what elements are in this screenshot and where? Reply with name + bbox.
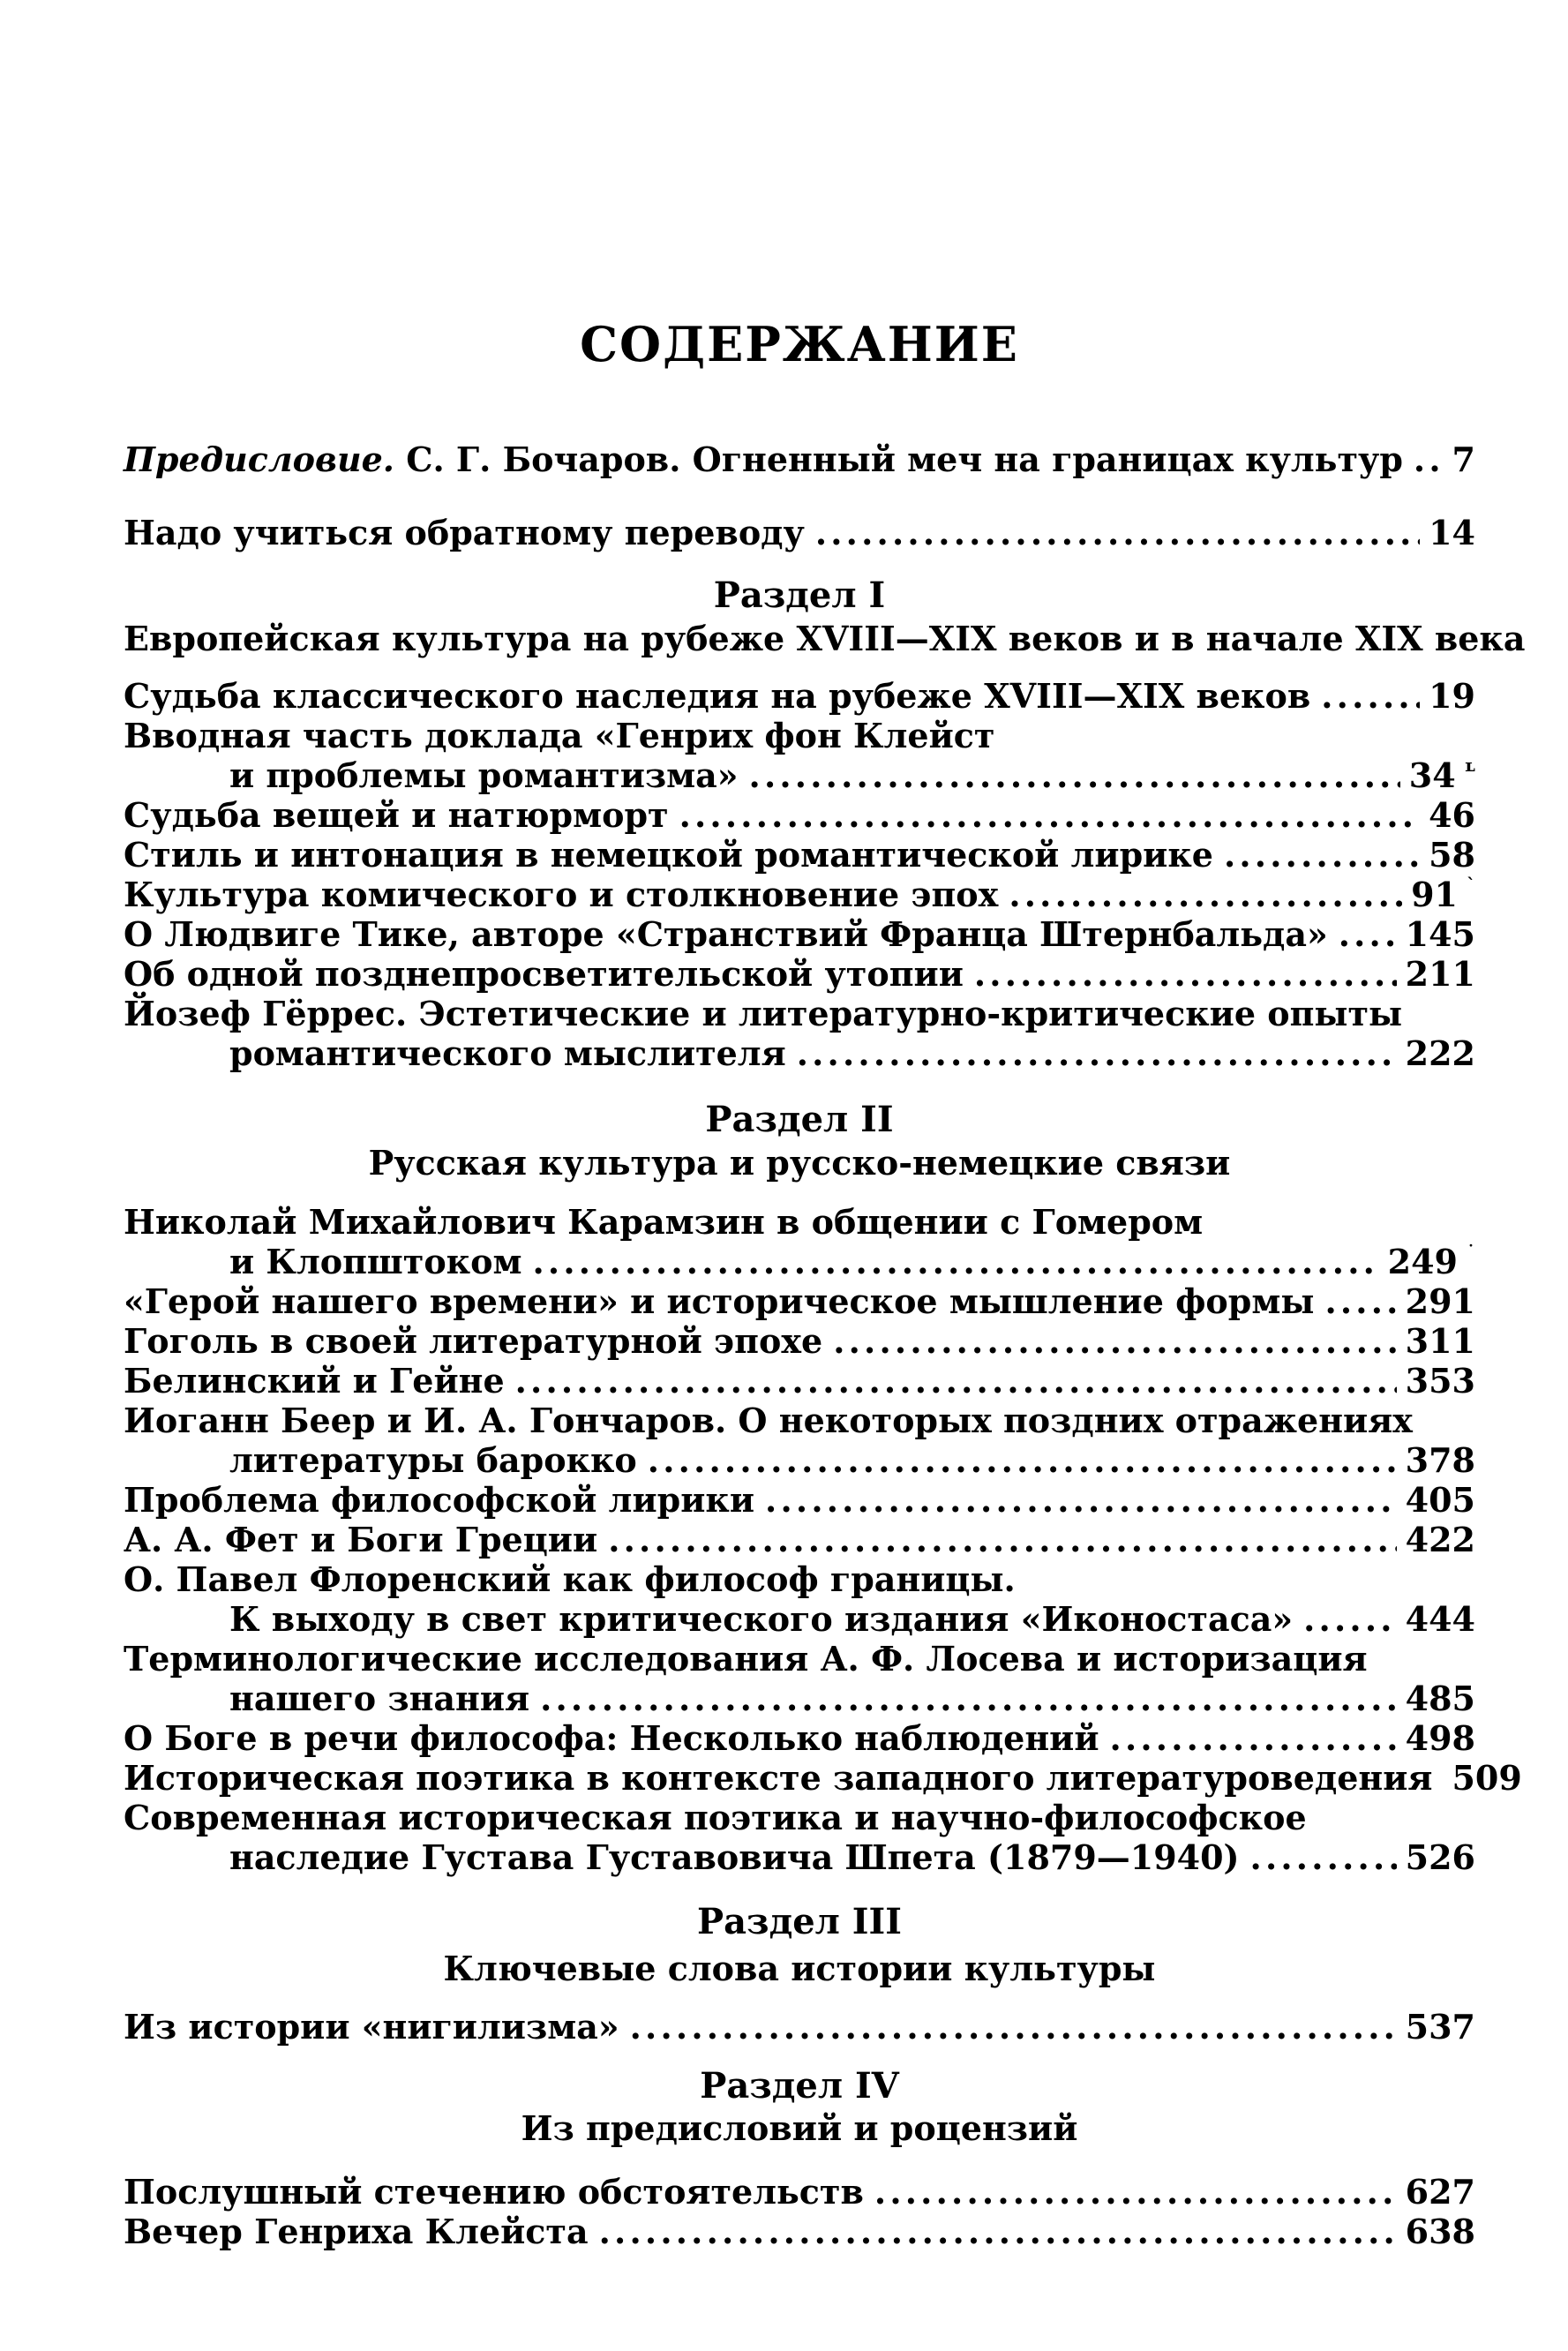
page-number: 58 <box>1429 835 1475 875</box>
toc-entry-text <box>124 994 1402 1033</box>
toc-entry <box>124 1361 1475 1401</box>
toc-entry-line <box>124 914 1475 954</box>
dot-leader <box>608 1520 1396 1559</box>
front-matter <box>124 439 1475 552</box>
toc-entry <box>124 676 1475 716</box>
toc-entry-line <box>124 755 1475 795</box>
toc-entry-continuation <box>124 1401 1475 1440</box>
toc-entry-title: литературы барокко <box>229 1440 637 1480</box>
toc-entry <box>124 2007 1475 2047</box>
toc-entry-text <box>124 1281 1314 1321</box>
toc-entry-line <box>124 1758 1522 1798</box>
toc-entry <box>124 1401 1475 1480</box>
page-number: 249 <box>1387 1242 1458 1281</box>
toc-entry-line <box>124 835 1475 875</box>
toc-entry-title: Историческая поэтика в контексте западного литературоведения <box>124 1758 1433 1798</box>
toc-entry <box>124 2172 1475 2212</box>
scan-artifact-mark: ˋ <box>1467 874 1475 895</box>
dot-leader <box>1339 914 1397 954</box>
toc-entry-line <box>124 2007 1475 2047</box>
section-heading: Раздел III <box>697 1901 902 1942</box>
toc-entry-text <box>229 1679 529 1718</box>
toc-entry-text <box>124 835 1213 875</box>
page-number: 444 <box>1405 1599 1475 1639</box>
dot-leader <box>540 1679 1397 1718</box>
toc-entry-title: С. Г. Бочаров. Огненный меч на границах культур <box>394 439 1403 479</box>
toc-entry <box>124 835 1475 875</box>
toc-entry-title: Судьба классического наследия на рубеже XVIII—XIX веков <box>124 676 1311 716</box>
toc-entry-continuation <box>124 716 1475 755</box>
toc-entry-title: Об одной позднепросветительской утопии <box>124 954 964 994</box>
toc-entry-title: Николай Михайлович Карамзин в общении с Гомером <box>124 1202 1204 1242</box>
toc-entry-line <box>124 795 1475 835</box>
page-number: 211 <box>1405 954 1475 994</box>
page-number: 509 <box>1452 1758 1522 1798</box>
toc-entry-text <box>124 954 964 994</box>
toc-entry-text <box>124 1321 822 1361</box>
page-number: 34 <box>1408 755 1456 795</box>
toc-entry-title: Из истории «нигилизма» <box>124 2007 619 2047</box>
toc-entry-title: К выходу в свет критического издания «Иконостаса» <box>229 1599 1294 1639</box>
toc-section <box>124 575 1526 1073</box>
toc-content <box>124 0 1526 2251</box>
toc-entry-line <box>124 1321 1475 1361</box>
toc-entry-italic-prefix: Предисловие. <box>124 439 394 479</box>
toc-entry-title: Послушный стечению обстоятельств <box>124 2172 864 2212</box>
toc-entry-title: Стиль и интонация в немецкой романтической лирике <box>124 835 1213 875</box>
toc-entry-line <box>124 1242 1475 1281</box>
dot-leader <box>833 1321 1396 1361</box>
dot-leader <box>648 1440 1397 1480</box>
dot-leader <box>1224 835 1420 875</box>
toc-entry-title: О. Павел Флоренский как философ границы. <box>124 1559 1016 1599</box>
toc-entry-title: «Герой нашего времени» и историческое мышление формы <box>124 1281 1315 1321</box>
section-entries <box>124 1202 1522 1877</box>
toc-entry-title: Вечер Генриха Клейста <box>124 2212 589 2251</box>
toc-entry-line <box>124 1480 1475 1520</box>
dot-leader <box>630 2007 1397 2047</box>
toc-entry <box>124 1321 1475 1361</box>
toc-entry-text <box>124 1361 505 1401</box>
page-number: 485 <box>1405 1679 1475 1718</box>
toc-section <box>124 1099 1522 1877</box>
toc-entry-text <box>124 716 994 755</box>
toc-entry-line <box>124 513 1475 552</box>
section-entries <box>124 2007 1475 2047</box>
page-number: 7 <box>1452 439 1475 479</box>
section-entries <box>124 2172 1475 2251</box>
page-number: 91 <box>1411 875 1458 914</box>
toc-entry <box>124 513 1475 552</box>
section-subtitle: Из предисловий и роцензий <box>521 2108 1078 2148</box>
scan-artifact-mark: ʟ <box>1464 755 1475 776</box>
toc-entry-line <box>124 439 1475 479</box>
page-number: 405 <box>1405 1480 1475 1520</box>
dot-leader <box>749 755 1400 795</box>
toc-entry-continuation <box>124 994 1475 1033</box>
section-subtitle: Ключевые слова истории культуры <box>443 1949 1156 1988</box>
dot-leader <box>1321 676 1420 716</box>
toc-entry <box>124 1639 1475 1718</box>
toc-entry-title: Терминологические исследования А. Ф. Лосева и историзация <box>124 1639 1368 1679</box>
toc-entry-continuation <box>124 1559 1475 1599</box>
toc-entry-title: Иоганн Беер и И. А. Гончаров. О некоторых поздних отражениях <box>124 1401 1413 1440</box>
page-number: 291 <box>1405 1281 1475 1321</box>
dot-leader <box>1303 1599 1397 1639</box>
dot-leader <box>599 2212 1397 2251</box>
toc-entry <box>124 1520 1475 1559</box>
page-number: 627 <box>1405 2172 1475 2212</box>
toc-entry-text <box>124 1758 1432 1798</box>
toc-entry-text <box>229 1837 1240 1877</box>
toc-entry <box>124 1758 1522 1798</box>
toc-entry-continuation <box>124 1202 1475 1242</box>
dot-leader <box>1324 1281 1396 1321</box>
toc-entry-text <box>124 439 1403 479</box>
toc-entry-text <box>229 1599 1293 1639</box>
dot-leader <box>797 1033 1397 1073</box>
toc-entry-line <box>124 875 1475 914</box>
page-number: 46 <box>1429 795 1475 835</box>
toc-entry <box>124 795 1475 835</box>
toc-entry <box>124 1798 1475 1877</box>
toc-entry-line <box>124 1281 1475 1321</box>
dot-leader <box>874 2172 1397 2212</box>
toc-entry-text <box>124 1520 597 1559</box>
dot-leader <box>679 795 1421 835</box>
page-number: 537 <box>1405 2007 1475 2047</box>
dot-leader <box>815 513 1420 552</box>
toc-entry-title: О Боге в речи философа: Несколько наблюдений <box>124 1718 1099 1758</box>
section-heading: Раздел I <box>713 575 886 616</box>
toc-entry-continuation <box>124 1639 1475 1679</box>
toc-entry <box>124 1559 1475 1639</box>
scan-artifact-mark: ˙ <box>1467 1241 1475 1262</box>
toc-entry-line <box>124 1599 1475 1639</box>
toc-entry-text <box>124 2172 864 2212</box>
toc-entry <box>124 1281 1475 1321</box>
toc-entry-text <box>124 875 998 914</box>
toc-entry-title: Культура комического и столкновение эпох <box>124 875 999 914</box>
toc-entry-text <box>229 1440 637 1480</box>
toc-entry <box>124 439 1475 479</box>
toc-entry-title: Гоголь в своей литературной эпохе <box>124 1321 823 1361</box>
toc-section <box>124 2066 1475 2251</box>
page-number: 526 <box>1405 1837 1475 1877</box>
toc-entry-title: наследие Густава Густавовича Шпета (1879—1940) <box>229 1837 1240 1877</box>
section-heading: Раздел II <box>705 1099 894 1140</box>
toc-entry-text <box>124 676 1310 716</box>
toc-entry-title: Белинский и Гейне <box>124 1361 505 1401</box>
toc-entry-title: романтического мыслителя <box>229 1033 786 1073</box>
dot-leader <box>1250 1837 1397 1877</box>
toc-entry-text <box>124 1798 1307 1837</box>
toc-entry <box>124 1480 1475 1520</box>
toc-entry-line <box>124 1033 1475 1073</box>
toc-entry-line <box>124 1679 1475 1718</box>
toc-entry <box>124 954 1475 994</box>
toc-entry-text <box>124 1718 1099 1758</box>
toc-entry <box>124 994 1475 1073</box>
page-number: 422 <box>1405 1520 1475 1559</box>
toc-entry-line <box>124 1520 1475 1559</box>
dot-leader <box>1110 1718 1397 1758</box>
toc-entry-line <box>124 2172 1475 2212</box>
toc-entry-title: Йозеф Гёррес. Эстетические и литературно-критические опыты <box>124 994 1403 1033</box>
toc-entry-text <box>124 795 669 835</box>
page-number: 378 <box>1405 1440 1475 1480</box>
toc-entry-title: Современная историческая поэтика и научно-философское <box>124 1798 1307 1837</box>
toc-entry-text <box>124 2212 589 2251</box>
page-number: 353 <box>1405 1361 1475 1401</box>
page-number: 222 <box>1405 1033 1475 1073</box>
toc-entry-title: Проблема философской лирики <box>124 1480 755 1520</box>
toc-entry-text <box>124 914 1328 954</box>
toc-entry-title: Судьба вещей и натюрморт <box>124 795 669 835</box>
dot-leader <box>515 1361 1397 1401</box>
page-number: 638 <box>1405 2212 1475 2251</box>
toc-entry-line <box>124 1440 1475 1480</box>
dot-leader <box>1009 875 1402 914</box>
toc-entry-text <box>124 1401 1413 1440</box>
toc-entry-text <box>229 1242 521 1281</box>
toc-entry <box>124 716 1475 795</box>
toc-entry-title: А. А. Фет и Боги Греции <box>124 1520 598 1559</box>
toc-entry-text <box>124 1480 754 1520</box>
section-heading: Раздел IV <box>700 2065 899 2107</box>
toc-entry-text <box>124 513 805 552</box>
page-number: 311 <box>1405 1321 1475 1361</box>
toc-entry <box>124 2212 1475 2251</box>
toc-entry <box>124 875 1475 914</box>
page-title: СОДЕРЖАНИЕ <box>580 316 1019 372</box>
toc-entry-text <box>124 1202 1203 1242</box>
toc-entry-title: и Клопштоком <box>229 1242 522 1281</box>
toc-entry <box>124 1202 1475 1281</box>
toc-entry-continuation <box>124 1798 1475 1837</box>
toc-entry-text <box>229 755 739 795</box>
toc-entry-title: Надо учиться обратному переводу <box>124 513 805 552</box>
page-number: 19 <box>1429 676 1475 716</box>
toc-entry-text <box>124 2007 619 2047</box>
dot-leader <box>765 1480 1397 1520</box>
toc-entry-title: О Людвиге Тике, авторе «Странствий Франца Штернбальда» <box>124 914 1328 954</box>
dot-leader <box>1414 439 1444 479</box>
toc-entry-line <box>124 1837 1475 1877</box>
toc-entry <box>124 1718 1475 1758</box>
toc-entry-line <box>124 2212 1475 2251</box>
dot-leader <box>974 954 1397 994</box>
toc-entry-title: нашего знания <box>229 1679 530 1718</box>
section-subtitle: Европейская культура на рубеже XVIII—XIX веков и в начале XIX века <box>124 619 1526 658</box>
toc-entry-title: и проблемы романтизма» <box>229 755 739 795</box>
section-subtitle: Русская культура и русско-немецкие связи <box>368 1143 1231 1183</box>
toc-section <box>124 1902 1475 2047</box>
toc-entry <box>124 914 1475 954</box>
toc-entry-line <box>124 954 1475 994</box>
toc-entry-line <box>124 1718 1475 1758</box>
page-number: 498 <box>1405 1718 1475 1758</box>
dot-leader <box>532 1242 1378 1281</box>
page-number: 145 <box>1405 914 1475 954</box>
toc-entry-line <box>124 1361 1475 1401</box>
toc-entry-title: Вводная часть доклада «Генрих фон Клейст <box>124 716 995 755</box>
toc-entry-text <box>229 1033 786 1073</box>
section-entries <box>124 676 1475 1073</box>
table-of-contents <box>124 439 1526 2251</box>
toc-entry-text <box>124 1559 1016 1599</box>
toc-entry-line <box>124 676 1475 716</box>
page-number: 14 <box>1429 513 1475 552</box>
toc-entry-text <box>124 1639 1368 1679</box>
